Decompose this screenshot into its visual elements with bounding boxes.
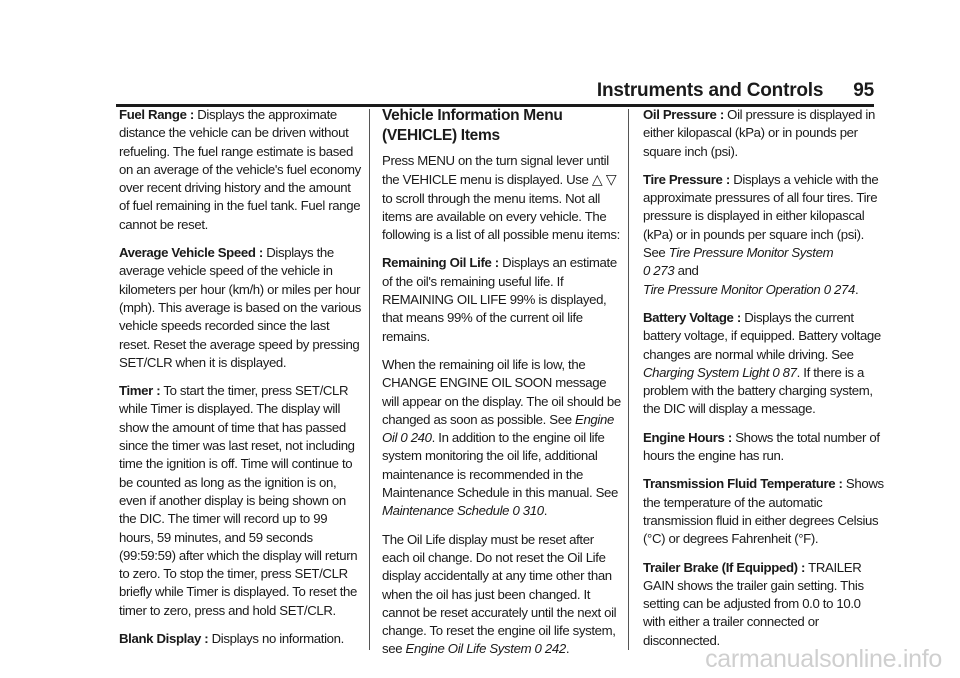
oil-low-paragraph xyxy=(382,356,624,521)
entry-term: Oil Pressure : xyxy=(643,107,724,122)
text: . xyxy=(543,503,548,519)
up-down-arrows-icon: △ ▽ xyxy=(591,171,617,188)
column-divider-2 xyxy=(628,109,629,650)
entry-text: Displays the approximate distance the vehicle can be driven without refueling. The fuel range estimate is based on an average of the vehicle's fuel economy over recent driving history and the amount of fuel remaining in the fuel tank. Fuel range cannot be reset. xyxy=(119,107,361,232)
average-speed-entry xyxy=(119,244,361,372)
entry-text: To start the timer, press SET/CLR while Timer is displayed. The display will show the amount of time that has passed since the timer was last reset, not including time the ignition is off. Time will continue to be counted as long as the ignition is on, even if another display is being shown on the DIC. The timer will record up to 99 hours, 59 minutes, and 59 seconds (99:59:59) after which the display will return to zero. To stop the timer, press SET/CLR briefly while Timer is displayed. To reset the timer to zero, press and hold SET/CLR. xyxy=(119,383,358,618)
battery-voltage-entry xyxy=(643,309,885,419)
page-ref[interactable]: 0 273 xyxy=(643,263,675,279)
entry-term: Tire Pressure : xyxy=(643,171,730,187)
text: Press MENU on the turn signal lever until the VEHICLE menu is displayed. Use xyxy=(382,153,609,188)
charging-system-light-link[interactable]: Charging System Light xyxy=(643,364,770,380)
page-number: 95 xyxy=(853,80,874,101)
tire-pressure-monitor-system-link[interactable]: Tire Pressure Monitor System xyxy=(668,245,834,261)
trailer-brake-entry xyxy=(643,559,885,650)
intro-paragraph xyxy=(382,152,624,244)
transmission-fluid-temp-entry xyxy=(643,475,885,548)
page-ref[interactable]: 0 240 xyxy=(397,430,432,446)
entry-text: Displays the current battery voltage, if equipped. Battery voltage changes are normal while driving. See xyxy=(643,309,881,362)
entry-term: Battery Voltage : xyxy=(643,309,741,325)
text: When the remaining oil life is low, the CHANGE ENGINE OIL SOON message will appear on the display. The oil should be changed as soon as possible. See xyxy=(382,356,621,427)
blank-display-entry xyxy=(119,630,361,648)
section-title: Instruments and Controls xyxy=(596,80,824,101)
oil-pressure-entry xyxy=(643,106,885,161)
watermark: carmanualsonline.info xyxy=(705,645,942,673)
entry-text: TRAILER GAIN shows the trailer gain setting. This setting can be adjusted from 0.0 to 10.0 with either a trailer connected or disconnected. xyxy=(643,559,864,648)
entry-term: Timer : xyxy=(119,383,161,399)
text: to scroll through the menu items. Not all items are available on every vehicle. The following is a list of all possible menu items: xyxy=(382,190,620,243)
tire-pressure-monitor-operation-link[interactable]: Tire Pressure Monitor Operation xyxy=(643,281,821,297)
text: and xyxy=(674,263,699,279)
page-ref[interactable]: 0 242 xyxy=(531,641,566,657)
entry-text: Shows the total number of hours the engine has run. xyxy=(643,429,880,464)
oil-reset-paragraph xyxy=(382,531,624,659)
entry-text: Displays no information. xyxy=(208,631,344,647)
page-header xyxy=(597,80,874,102)
text: The Oil Life display must be reset after each oil change. Do not reset the Oil Life display accidentally at any time other than when the oil has just been changed. It cannot be reset accurately until the next oil change. To reset the engine oil life system, see xyxy=(382,531,617,657)
engine-hours-entry xyxy=(643,429,885,466)
text: . In addition to the engine oil life system monitoring the oil life, additional maintenance is recommended in the Maintenance Schedule in this manual. See xyxy=(382,430,618,501)
entry-term: Fuel Range : xyxy=(119,107,194,122)
page-ref[interactable]: 0 310 xyxy=(509,503,544,519)
text: . xyxy=(854,281,859,297)
timer-entry xyxy=(119,382,361,620)
entry-text: Displays an estimate of the oil's remaining useful life. If REMAINING OIL LIFE 99% is displayed, that means 99% of the current oil life remains. xyxy=(382,255,617,344)
column-1 xyxy=(119,106,361,658)
entry-text: Displays the average vehicle speed of the vehicle in kilometers per hour (km/h) or miles per hour (mph). This average is based on the various vehicle speeds recorded since the last reset. Reset the average speed by pressing SET/CLR when it is displayed. xyxy=(119,245,361,370)
entry-text: Displays a vehicle with the approximate pressures of all four tires. Tire pressure is displayed in either kilopascal (kPa) or in pounds per square inch (psi). See xyxy=(643,171,879,261)
entry-text: Oil pressure is displayed in either kilopascal (kPa) or in pounds per square inch (psi). xyxy=(643,107,875,159)
entry-term: Average Vehicle Speed : xyxy=(119,245,263,261)
maintenance-schedule-link[interactable]: Maintenance Schedule xyxy=(382,503,510,519)
text: . xyxy=(565,641,570,657)
tire-pressure-entry xyxy=(643,171,885,299)
entry-term: Engine Hours : xyxy=(643,429,732,445)
section-heading: Vehicle Information Menu (VEHICLE) Items xyxy=(382,107,563,144)
column-divider-1 xyxy=(369,109,370,650)
remaining-oil-life-entry xyxy=(382,254,624,345)
page-ref[interactable]: 0 87 xyxy=(769,364,797,380)
entry-text: Shows the temperature of the automatic transmission fluid in either degrees Celsius (°C) or degrees Fahrenheit (°F). xyxy=(643,476,884,547)
column-2 xyxy=(382,106,624,669)
page-ref[interactable]: 0 274 xyxy=(820,281,855,297)
entry-term: Trailer Brake (If Equipped) : xyxy=(643,559,806,575)
column-3 xyxy=(643,106,885,660)
fuel-range-entry xyxy=(119,106,361,234)
entry-term: Transmission Fluid Temperature : xyxy=(643,476,843,492)
engine-oil-link[interactable]: Engine Oil xyxy=(382,411,614,446)
entry-term: Remaining Oil Life : xyxy=(382,255,499,271)
entry-term: Blank Display : xyxy=(119,631,209,647)
text: . If there is a problem with the battery charging system, the DIC will display a message. xyxy=(643,364,873,417)
engine-oil-life-system-link[interactable]: Engine Oil Life System xyxy=(405,641,532,657)
